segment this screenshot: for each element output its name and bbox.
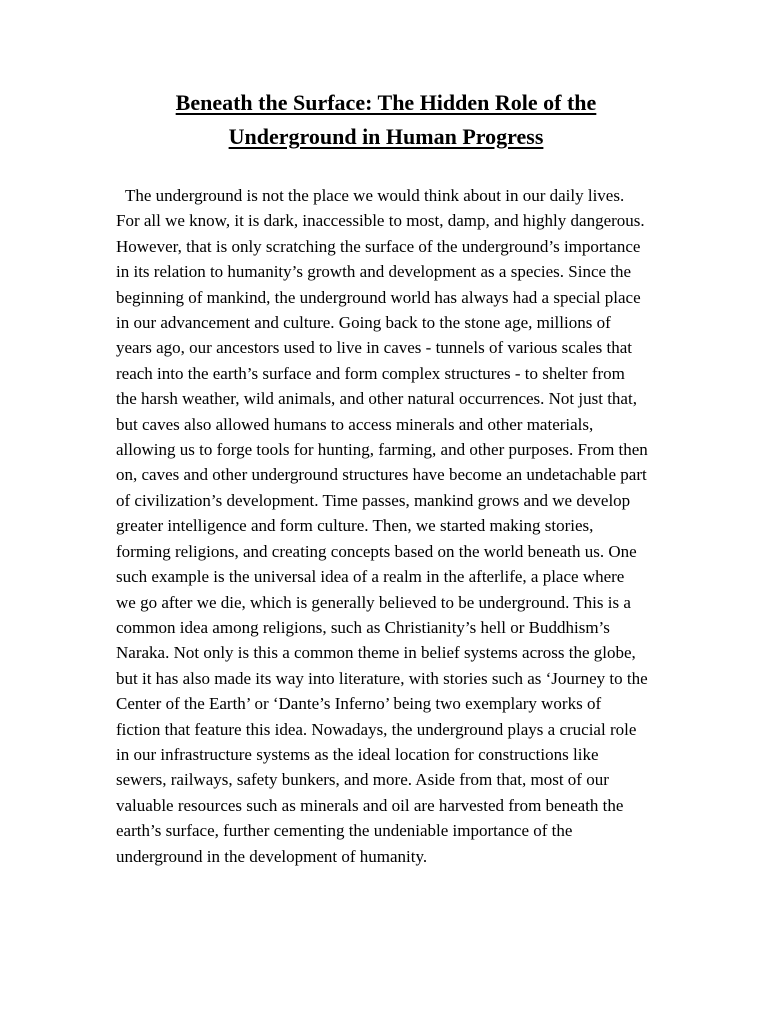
document-title: Beneath the Surface: The Hidden Role of the Underground in Human Progress <box>175 90 597 149</box>
body-paragraph: The underground is not the place we would think about in our daily lives. For all we know, it is dark, inaccessible to most, damp, and highly dangerous. However, that is only scratching the surface of the underground’s importance in its relation to humanity’s growth and development as a species. Since the beginning of mankind, the underground world has always had a special place in our advancement and culture. Going back to the stone age, millions of years ago, our ancestors used to live in caves - tunnels of various scales that reach into the earth’s surface and form complex structures - to shelter from the harsh weather, wild animals, and other natural occurrences. Not just that, but caves also allowed humans to access minerals and other materials, allowing us to forge tools for hunting, farming, and other purposes. From then on, caves and other underground structures have become an undetachable part of civilization’s development. Time passes, mankind grows and we develop greater intelligence and form culture. Then, we started making stories, forming religions, and creating concepts based on the world beneath us. One such example is the universal idea of a realm in the afterlife, a place where we go after we die, which is generally believed to be underground. This is a common idea among religions, such as Christianity’s hell or Buddhism’s Naraka. Not only is this a common theme in belief systems across the globe, but it has also made its way into literature, with stories such as ‘Journey to the Center of the Earth’ or ‘Dante’s Inferno’ being two exemplary works of fiction that feature this idea. Nowadays, the underground plays a crucial role in our infrastructure systems as the ideal location for constructions like sewers, railways, safety bunkers, and more. Aside from that, most of our valuable resources such as minerals and oil are harvested from beneath the earth’s surface, further cementing the undeniable importance of the underground in the development of humanity. <box>116 186 648 866</box>
